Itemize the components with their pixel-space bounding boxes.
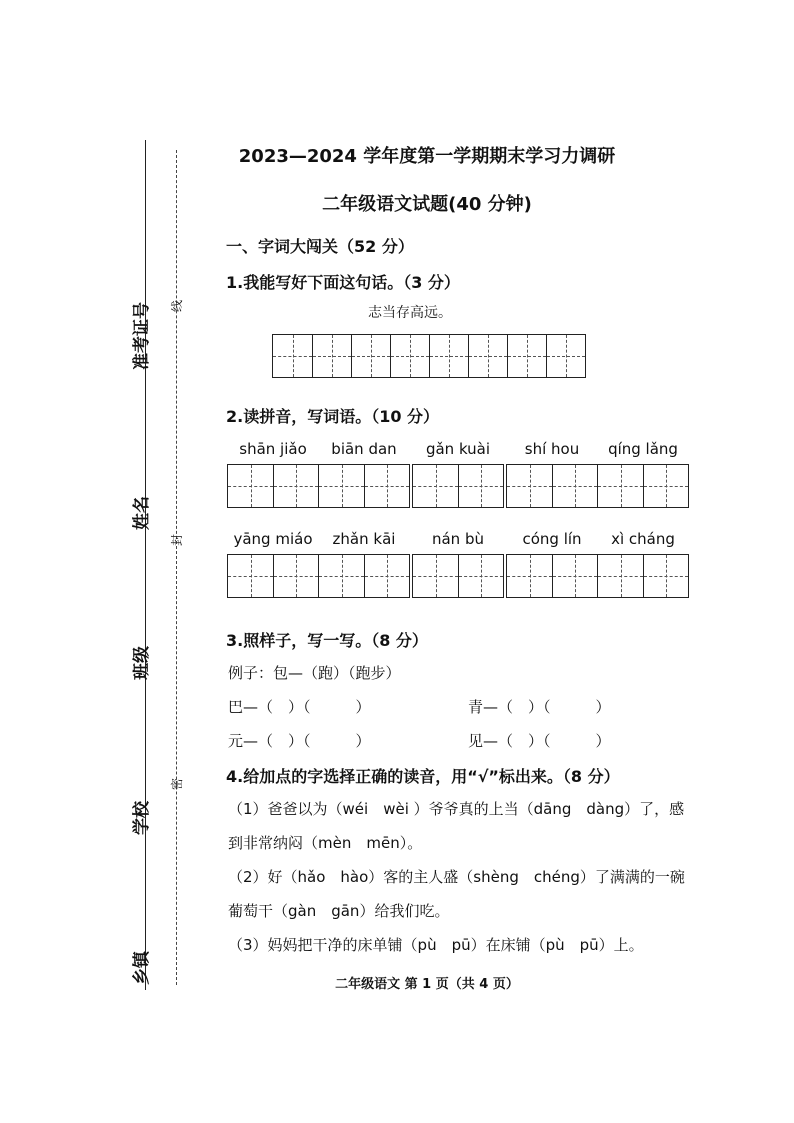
binding-line <box>145 140 146 990</box>
fill-item[interactable]: 青—（ ）（ ） <box>468 698 611 716</box>
answer-box[interactable] <box>318 554 410 598</box>
q4-line[interactable]: （2）好（hǎo hào）客的主人盛（shèng chéng）了满满的一碗 <box>228 868 685 886</box>
question-3-label: 3.照样子，写一写。（8 分） <box>226 631 428 650</box>
pinyin-item <box>506 440 598 508</box>
q4-line[interactable]: （1）爸爸以为（wéi wèi ）爷爷真的上当（dāng dàng）了，感 <box>228 800 685 818</box>
pinyin-text: qíng lǎng <box>608 440 678 458</box>
pinyin-item <box>318 440 410 508</box>
answer-box[interactable] <box>597 554 689 598</box>
fill-item[interactable]: 元—（ ）（ ） <box>228 732 371 750</box>
question-2-label: 2.读拼音，写词语。（10 分） <box>226 407 440 426</box>
question-1-label: 1.我能写好下面这句话。（3 分） <box>226 273 460 292</box>
pinyin-item <box>597 440 689 508</box>
school-label: 学校 <box>132 801 152 835</box>
binding-char-line: 线 <box>170 299 184 312</box>
answer-box[interactable] <box>412 554 504 598</box>
example-line: 例子：包—（跑）（跑步） <box>228 664 401 682</box>
grid-cell[interactable] <box>390 335 429 377</box>
answer-box[interactable] <box>506 554 598 598</box>
answer-box[interactable] <box>412 464 504 508</box>
page-footer: 二年级语文 第 1 页（共 4 页） <box>335 977 519 992</box>
grid-cell[interactable] <box>507 335 546 377</box>
pinyin-item <box>506 530 598 598</box>
pinyin-item <box>227 530 319 598</box>
answer-box[interactable] <box>227 554 319 598</box>
q4-line[interactable]: 葡萄干（gàn gān）给我们吃。 <box>228 902 450 920</box>
exam-subtitle: 二年级语文试题(40 分钟) <box>322 194 532 215</box>
class-label: 班级 <box>132 646 152 680</box>
q4-line[interactable]: 到非常纳闷（mèn mēn）。 <box>228 834 423 852</box>
pinyin-item <box>412 440 504 508</box>
pinyin-text: yāng miáo <box>233 530 313 548</box>
grid-cell[interactable] <box>468 335 507 377</box>
pinyin-text: cóng lín <box>522 530 582 548</box>
answer-box[interactable] <box>597 464 689 508</box>
binding-char-secret: 密 <box>170 777 184 790</box>
pinyin-text: gǎn kuài <box>425 440 491 458</box>
exam-number-label: 准考证号 <box>132 302 152 370</box>
binding-char-seal: 封 <box>170 533 184 546</box>
town-label: 乡镇 <box>132 951 152 985</box>
pinyin-text: xì cháng <box>611 530 675 548</box>
answer-box[interactable] <box>506 464 598 508</box>
section-heading: 一、字词大闯关（52 分） <box>226 237 414 256</box>
q4-line[interactable]: （3）妈妈把干净的床单铺（pù pū）在床铺（pù pū）上。 <box>228 936 644 954</box>
pinyin-text: shān jiǎo <box>239 440 307 458</box>
pinyin-item <box>227 440 319 508</box>
answer-box[interactable] <box>318 464 410 508</box>
seal-dashed-line <box>176 150 177 985</box>
grid-cell[interactable] <box>312 335 351 377</box>
fill-item[interactable]: 巴—（ ）（ ） <box>228 698 371 716</box>
grid-cell[interactable] <box>546 335 585 377</box>
writing-grid[interactable] <box>272 334 586 378</box>
exam-title: 2023—2024 学年度第一学期期末学习力调研 <box>238 146 616 167</box>
pinyin-item <box>597 530 689 598</box>
grid-cell[interactable] <box>351 335 390 377</box>
name-label: 姓名 <box>132 496 152 530</box>
pinyin-text: biān dan <box>331 440 397 458</box>
answer-box[interactable] <box>227 464 319 508</box>
pinyin-text: zhǎn kāi <box>332 530 396 548</box>
grid-cell[interactable] <box>429 335 468 377</box>
pinyin-text: shí hou <box>524 440 580 458</box>
pinyin-item <box>412 530 504 598</box>
fill-item[interactable]: 见—（ ）（ ） <box>468 732 611 750</box>
question-4-label: 4.给加点的字选择正确的读音，用“√”标出来。（8 分） <box>226 767 620 786</box>
model-sentence: 志当存高远。 <box>368 305 452 321</box>
pinyin-item <box>318 530 410 598</box>
grid-cell[interactable] <box>273 335 312 377</box>
pinyin-text: nán bù <box>431 530 484 548</box>
